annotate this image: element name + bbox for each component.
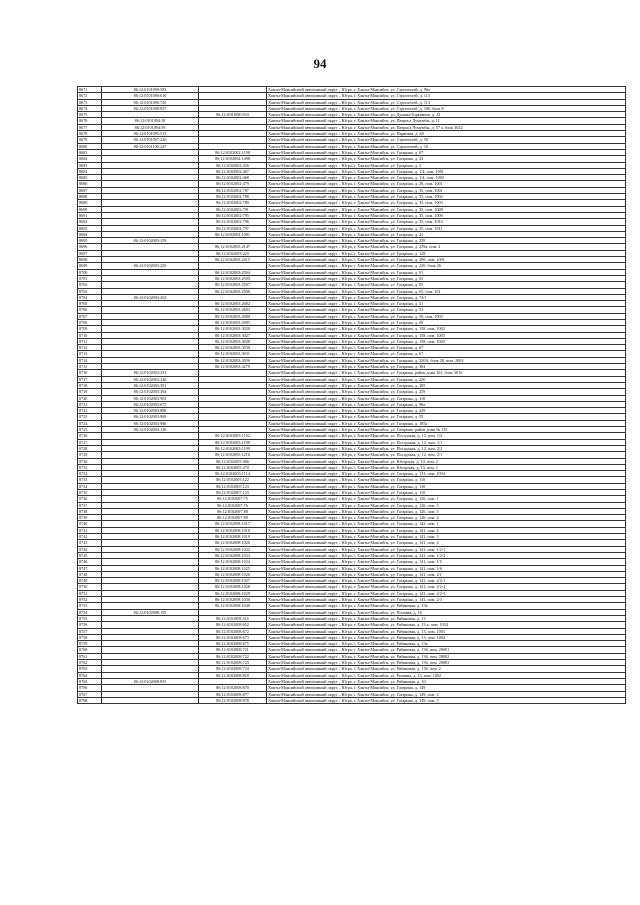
address-cell: Ханты-Мансийский автономный округ – Югра, г. Ханты-Мансийск, ул. Югорская, д. 13, пом. 1: [267, 464, 626, 470]
building-cadastral-number-cell: 86:12:0102008:818: [199, 672, 267, 678]
building-cadastral-number-cell: 86:12:0102007:76: [199, 502, 267, 508]
row-number-cell: 8736: [78, 496, 102, 502]
row-number-cell: 8715: [78, 364, 102, 370]
row-number-cell: 8697: [78, 250, 102, 256]
address-cell: Ханты-Мансийский автономный округ – Югра, г. Ханты-Мансийск, ул. Гагарина, д. 126, пом. 5: [267, 508, 626, 514]
address-cell: Ханты-Мансийский автономный округ – Югра, г. Ханты-Мансийск, ул. Посадская, д. 12, пом. 1/2: [267, 433, 626, 439]
building-cadastral-number-cell: 86:12:0102005:1216: [199, 452, 267, 458]
building-cadastral-number-cell: 86:12:0102003:2415: [199, 257, 267, 263]
address-cell: Ханты-Мансийский автономный округ – Югра, г. Ханты-Мансийск, ул. Гагарина, д. 259: [267, 389, 626, 395]
row-number-cell: 8710: [78, 332, 102, 338]
address-cell: Ханты-Мансийский автономный округ – Югра, г. Ханты-Мансийск, ул. Гагарина, д. 141, пом. 1/2-1: [267, 546, 626, 552]
building-cadastral-number-cell: 86:12:0102007:88: [199, 508, 267, 514]
row-number-cell: 8681: [78, 149, 102, 155]
address-cell: Ханты-Мансийский автономный округ – Югра, г. Ханты-Мансийск, ул. Гагарина, д. 290, пом. 1001: [267, 257, 626, 263]
row-number-cell: 8745: [78, 552, 102, 558]
row-number-cell: 8750: [78, 584, 102, 590]
row-number-cell: 8705: [78, 301, 102, 307]
address-cell: Ханты-Мансийский автономный округ – Югра, г. Ханты-Мансийск, ул. Гагарина, д. 35, пом. 1001: [267, 187, 626, 193]
row-number-cell: 8717: [78, 376, 102, 382]
address-cell: Ханты-Мансийский автономный округ – Югра, г. Ханты-Мансийск, ул. Гагарина, д. 110: [267, 483, 626, 489]
row-number-cell: 8685: [78, 175, 102, 181]
row-number-cell: 8673: [78, 99, 102, 105]
address-cell: Ханты-Мансийский автономный округ – Югра, г. Ханты-Мансийск, ул. Гагарина, д. 67: [267, 345, 626, 351]
row-number-cell: 8683: [78, 162, 102, 168]
address-cell: Ханты-Мансийский автономный округ – Югра, г. Ханты-Мансийск, ул. Гагарина, д. 149, пом. 2: [267, 691, 626, 697]
row-number-cell: 8727: [78, 439, 102, 445]
row-number-cell: 8749: [78, 578, 102, 584]
address-cell: Ханты-Мансийский автономный округ – Югра, г. Ханты-Мансийск, ул. Гагарина, д. 41: [267, 231, 626, 237]
address-cell: Ханты-Мансийский автономный округ – Югра, г. Ханты-Мансийск, ул. Гагарина, д. 220А, блок 28, пом. 2002: [267, 357, 626, 363]
address-cell: Ханты-Мансийский автономный округ – Югра, г. Ханты-Мансийск, ул. Гагарина, д. 29, пом. 1001: [267, 181, 626, 187]
row-number-cell: 8711: [78, 338, 102, 344]
building-cadastral-number-cell: 86:12:0102003:2980: [199, 313, 267, 319]
row-number-cell: 8759: [78, 641, 102, 647]
building-cadastral-number-cell: 86:12:0102008:1018: [199, 527, 267, 533]
building-cadastral-number-cell: 86:12:0102008:1017: [199, 521, 267, 527]
building-cadastral-number-cell: 86:12:0102002:787: [199, 187, 267, 193]
address-cell: Ханты-Мансийский автономный округ – Югра, г. Ханты-Мансийск, ул. Гагарина, д. 126, пом. 3: [267, 502, 626, 508]
row-number-cell: 8679: [78, 137, 102, 143]
address-cell: Ханты-Мансийский автономный округ – Югра, г. Ханты-Мансийск, ул. Гагарина, д. 59, пом. 1003: [267, 313, 626, 319]
address-cell: Ханты-Мансийский автономный округ – Югра, г. Ханты-Мансийск, ул. Гагарина, д. 220, блок 26: [267, 263, 626, 269]
row-number-cell: 8754: [78, 609, 102, 615]
address-cell: Ханты-Мансийский автономный округ – Югра, г. Ханты-Мансийск, ул. Гагарина, д. 141, пом. 1/2-2: [267, 552, 626, 558]
row-number-cell: 8709: [78, 326, 102, 332]
building-cadastral-number-cell: 86:12:0102008:1027: [199, 578, 267, 584]
address-cell: Ханты-Мансийский автономный округ – Югра, г. Ханты-Мансийск, ул. Гагарина, д. 285: [267, 382, 626, 388]
building-cadastral-number-cell: 86:12:0102008:672: [199, 628, 267, 634]
row-number-cell: 8762: [78, 660, 102, 666]
row-number-cell: 8714: [78, 357, 102, 363]
land-cadastral-number-cell: 86:12:0101097:220: [102, 137, 199, 143]
row-number-cell: 8741: [78, 527, 102, 533]
address-cell: Ханты-Мансийский автономный округ – Югра, г. Ханты-Мансийск, ул. Рябиновая, д. 13а: [267, 603, 626, 609]
row-number-cell: 8700: [78, 269, 102, 275]
row-number-cell: 8729: [78, 452, 102, 458]
address-cell: Ханты-Мансийский автономный округ – Югра, г. Ханты-Мансийск, ул. Гагарина, д. 1/4, пом. 1002: [267, 175, 626, 181]
row-number-cell: 8688: [78, 194, 102, 200]
land-cadastral-number-cell: 86:12:0101090:857: [102, 105, 199, 111]
land-cadastral-number-cell: 86:12:0101090:610: [102, 93, 199, 99]
land-cadastral-number-cell: 86:12:0101100:247: [102, 143, 199, 149]
row-number-cell: 8740: [78, 521, 102, 527]
row-number-cell: 8708: [78, 319, 102, 325]
row-number-cell: 8704: [78, 294, 102, 300]
address-cell: Ханты-Мансийский автономный округ – Югра, г. Ханты-Мансийск, ул. Гагарина, д. 110: [267, 490, 626, 496]
building-cadastral-number-cell: 86:12:0102008:1025: [199, 565, 267, 571]
row-number-cell: 8746: [78, 559, 102, 565]
row-number-cell: 8675: [78, 112, 102, 118]
address-cell: Ханты-Мансийский автономный округ – Югра, г. Ханты-Мансийск, ул. Гагарина, д. 259: [267, 238, 626, 244]
address-cell: Ханты-Мансийский автономный округ – Югра, г. Ханты-Мансийск, ул. Рябиновая, д. 13, пом. 1004: [267, 634, 626, 640]
address-cell: Ханты-Мансийский автономный округ – Югра, г. Ханты-Мансийск, ул. Гагарина, д. 35, пом. 1008: [267, 206, 626, 212]
row-number-cell: 8699: [78, 263, 102, 269]
building-cadastral-number-cell: 86:12:0102003:2682: [199, 301, 267, 307]
building-cadastral-number-cell: 86:12:0102003:2683: [199, 307, 267, 313]
building-cadastral-number-cell: 86:12:0102005:122: [199, 477, 267, 483]
row-number-cell: 8724: [78, 420, 102, 426]
address-cell: Ханты-Мансийский автономный округ – Югра, г. Ханты-Мансийск, ул. Рябиновая, д. 13а: [267, 641, 626, 647]
row-number-cell: 8751: [78, 590, 102, 596]
row-number-cell: 8768: [78, 697, 102, 703]
land-cadastral-number-cell: 86:12:0102003:331: [102, 370, 199, 376]
row-number-cell: 8694: [78, 231, 102, 237]
building-cadastral-number-cell: 86:12:0101090:933: [199, 112, 267, 118]
row-number-cell: 8692: [78, 219, 102, 225]
building-cadastral-number-cell: 86:12:0102002:797: [199, 225, 267, 231]
building-cadastral-number-cell: 86:12:0102008:1020: [199, 540, 267, 546]
land-cadastral-number-cell: 86:12:0101094:18: [102, 118, 199, 124]
address-cell: Ханты-Мансийский автономный округ – Югра, г. Ханты-Мансийск, ул. Гагарина, д. 149, пом. 5: [267, 697, 626, 703]
row-number-cell: 8719: [78, 389, 102, 395]
address-cell: Ханты-Мансийский автономный округ – Югра, г. Ханты-Мансийск, ул. Гагарина, д. 61: [267, 269, 626, 275]
row-number-cell: 8744: [78, 546, 102, 552]
building-cadastral-number-cell: 86:12:0102002:1198: [199, 149, 267, 155]
building-cadastral-number-cell: 86:12:0102008:1019: [199, 534, 267, 540]
address-cell: Ханты-Мансийский автономный округ – Югра, г. Ханты-Мансийск, ул. Гагарина, д. 141, пом. 2/2-1: [267, 578, 626, 584]
row-number-cell: 8753: [78, 603, 102, 609]
address-cell: Ханты-Мансийский автономный округ – Югра, г. Ханты-Мансийск, ул. Гагарина, д. 55: [267, 414, 626, 420]
row-number-cell: 8702: [78, 282, 102, 288]
row-number-cell: 8733: [78, 477, 102, 483]
address-cell: Ханты-Мансийский автономный округ – Югра, г. Ханты-Мансийск, ул. Гагарина, д. 141, пом. 1/5: [267, 559, 626, 565]
address-cell: Ханты-Мансийский автономный округ – Югра, г. Ханты-Мансийск, ул. Гагарина, д. 74/1: [267, 294, 626, 300]
land-cadastral-number-cell: 86:12:0102003:903: [102, 395, 199, 401]
building-cadastral-number-cell: 86:12:0102005:1198: [199, 439, 267, 445]
building-cadastral-number-cell: 86:12:0102003:3028: [199, 338, 267, 344]
row-number-cell: 8735: [78, 490, 102, 496]
row-number-cell: 8726: [78, 433, 102, 439]
address-cell: Ханты-Мансийский автономный округ – Югра, г. Ханты-Мансийск, ул. Гагарина, д. 65: [267, 282, 626, 288]
building-cadastral-number-cell: 86:12:0102008:652: [199, 622, 267, 628]
row-number-cell: 8718: [78, 382, 102, 388]
row-number-cell: 8698: [78, 257, 102, 263]
building-cadastral-number-cell: 86:12:0102008:724: [199, 666, 267, 672]
land-cadastral-number-cell: 86:12:0102003:250: [102, 263, 199, 269]
address-cell: Ханты-Мансийский автономный округ – Югра, г. Ханты-Мансийск, ул. Патриса Лумумбы, д. 57 а, блок 3622: [267, 124, 626, 130]
land-cadastral-number-cell: 86:12:0102003:986: [102, 420, 199, 426]
building-cadastral-number-cell: 86:12:0102002:789: [199, 200, 267, 206]
address-cell: Ханты-Мансийский автономный округ – Югра, г. Ханты-Мансийск, ул. Гагарина, д. 158, пом. 1003: [267, 338, 626, 344]
address-cell: Ханты-Мансийский автономный округ – Югра, г. Ханты-Мансийск, ул. Посадская, д. 12, пом. 2/2: [267, 445, 626, 451]
building-cadastral-number-cell: 86:12:0102003:3279: [199, 364, 267, 370]
row-number-cell: 8703: [78, 288, 102, 294]
land-cadastral-number-cell: 86:12:0101090:583: [102, 87, 199, 93]
address-cell: Ханты-Мансийский автономный округ – Югра, г. Ханты-Мансийск, ул. Строителей, д. 16: [267, 143, 626, 149]
row-number-cell: 8757: [78, 628, 102, 634]
row-number-cell: 8676: [78, 118, 102, 124]
building-cadastral-number-cell: 86:12:0102005:1192: [199, 433, 267, 439]
address-cell: Ханты-Мансийский автономный округ – Югра, г. Ханты-Мансийск, ул. Гагарина, д. 5: [267, 162, 626, 168]
building-cadastral-number-cell: 86:12:0102002:795: [199, 212, 267, 218]
row-number-cell: 8738: [78, 508, 102, 514]
row-number-cell: 8686: [78, 181, 102, 187]
address-cell: Ханты-Мансийский автономный округ – Югра, г. Ханты-Мансийск, ул. Строителей, д. 59: [267, 137, 626, 143]
land-cadastral-number-cell: 86:12:0102003:263: [102, 294, 199, 300]
building-cadastral-number-cell: 86:12:0102008:1029: [199, 590, 267, 596]
address-cell: Ханты-Мансийский автономный округ – Югра, г. Ханты-Мансийск, ул. Гагарина, д. 158, пом. 1002: [267, 326, 626, 332]
land-cadastral-number-cell: 86:12:0102003:391: [102, 382, 199, 388]
address-cell: Ханты-Мансийский автономный округ – Югра, г. Ханты-Мансийск, ул. Строителей, д. 113: [267, 93, 626, 99]
address-cell: Ханты-Мансийский автономный округ – Югра, г. Ханты-Мансийск, ул. Гагарина, д. 141, пом. 1/6: [267, 565, 626, 571]
building-cadastral-number-cell: 86:12:0102003:3031: [199, 351, 267, 357]
row-number-cell: 8728: [78, 445, 102, 451]
address-cell: Ханты-Мансийский автономный округ – Югра, г. Ханты-Мансийск, ул. Гагарина, район дома № 135: [267, 427, 626, 433]
row-number-cell: 8695: [78, 238, 102, 244]
row-number-cell: 8761: [78, 653, 102, 659]
address-cell: Ханты-Мансийский автономный округ – Югра, г. Ханты-Мансийск, ул. Рябиновая, д. 136, пом. 2: [267, 666, 626, 672]
building-cadastral-number-cell: 86:12:0102003:3030: [199, 345, 267, 351]
row-number-cell: 8756: [78, 622, 102, 628]
row-number-cell: 8716: [78, 370, 102, 376]
building-cadastral-number-cell: 86:12:0102008:1024: [199, 559, 267, 565]
land-cadastral-number-cell: 86:12:0102003:340: [102, 376, 199, 382]
row-number-cell: 8693: [78, 225, 102, 231]
land-cadastral-number-cell: 86:12:0102003:969: [102, 414, 199, 420]
row-number-cell: 8721: [78, 401, 102, 407]
address-cell: Ханты-Мансийский автономный округ – Югра, г. Ханты-Мансийск, ул. Гагарина, д. 35, пом. 1010: [267, 219, 626, 225]
building-cadastral-number-cell: 86:12:0102007:75: [199, 496, 267, 502]
address-cell: Ханты-Мансийский автономный округ – Югра, г. Ханты-Мансийск, ул. Гагарина, д. 158, пом. 1003: [267, 332, 626, 338]
row-number-cell: 8766: [78, 685, 102, 691]
address-cell: Ханты-Мансийский автономный округ – Югра, г. Ханты-Мансийск, ул. Рябиновая, д. 136, пом. 20002: [267, 653, 626, 659]
register-table: [77, 86, 626, 704]
table-row: [78, 697, 626, 703]
address-cell: Ханты-Мансийский автономный округ – Югра, г. Ханты-Мансийск, ул. Гагарина, д. 133, пом. 1004: [267, 471, 626, 477]
row-number-cell: 8725: [78, 427, 102, 433]
land-cadastral-number-cell: 86:12:0101095:515: [102, 131, 199, 137]
building-cadastral-number-cell: 86:12:0102008:673: [199, 634, 267, 640]
building-cadastral-number-cell: 86:12:0102008:722: [199, 653, 267, 659]
building-cadastral-number-cell: 86:12:0102005:1199: [199, 445, 267, 451]
row-number-cell: 8767: [78, 691, 102, 697]
building-cadastral-number-cell: 86:12:0102005:1114: [199, 471, 267, 477]
address-cell: Ханты-Мансийский автономный округ – Югра, г. Ханты-Мансийск, ул. Рябиновая, д. 10: [267, 678, 626, 684]
address-cell: Ханты-Мансийский автономный округ – Югра, г. Ханты-Мансийск, ул. Гагарина, д. 1/4, пом. 1001: [267, 168, 626, 174]
building-cadastral-number-cell: 86:12:0102003:3027: [199, 332, 267, 338]
address-cell: Ханты-Мансийский автономный округ – Югра, г. Ханты-Мансийск, ул. Югорская, д. 13, пом. 2: [267, 458, 626, 464]
address-cell: Ханты-Мансийский автономный округ – Югра, г. Ханты-Мансийск, ул. Гагарина, д. 304: [267, 364, 626, 370]
address-cell: Ханты-Мансийский автономный округ – Югра, г. Ханты-Мансийск, ул. Рознина, д. 13, пом. 1002: [267, 672, 626, 678]
address-cell: Ханты-Мансийский автономный округ – Югра, г. Ханты-Мансийск, ул. Гагарина, д. 96а: [267, 401, 626, 407]
address-cell: Ханты-Мансийский автономный округ – Югра, г. Ханты-Мансийск, ул. Гагарина, д. 229: [267, 408, 626, 414]
building-cadastral-number-cell: 86:12:0102003:2504: [199, 269, 267, 275]
address-cell: Ханты-Мансийский автономный округ – Югра, г. Ханты-Мансийск, ул. Гагарина, д. 65, пом. 101: [267, 288, 626, 294]
address-cell: Ханты-Мансийский автономный округ – Югра, г. Ханты-Мансийск, ул. Гагарина, д. 69: [267, 319, 626, 325]
row-number-cell: 8691: [78, 212, 102, 218]
address-cell: Ханты-Мансийский автономный округ – Югра, г. Ханты-Мансийск, ул. Патриса Лумумбы, д. 11: [267, 118, 626, 124]
address-cell: Ханты-Мансийский автономный округ – Югра, г. Ханты-Мансийск, ул. Рябиновая, д. 13 а, пом. 1034: [267, 622, 626, 628]
address-cell: Ханты-Мансийский автономный округ – Югра, г. Ханты-Мансийск, ул. Гагарина, д. 259а, пом. 2: [267, 244, 626, 250]
row-number-cell: 8755: [78, 615, 102, 621]
land-cadastral-number-cell: 86:12:0102003:675: [102, 401, 199, 407]
building-cadastral-number-cell: 86:12:0102003:2147: [199, 244, 267, 250]
address-cell: Ханты-Мансийский автономный округ – Югра, г. Ханты-Мансийск, ул. Дунина-Горкавича, д. 13: [267, 112, 626, 118]
row-number-cell: 8678: [78, 131, 102, 137]
row-number-cell: 8684: [78, 168, 102, 174]
building-cadastral-number-cell: 86:12:0102008:675: [199, 641, 267, 647]
address-cell: Ханты-Мансийский автономный округ – Югра, г. Ханты-Мансийск, ул. Гагарина, д. 35, пом. 1002: [267, 194, 626, 200]
address-cell: Ханты-Мансийский автономный округ – Югра, г. Ханты-Мансийск, ул. Гагарина, д. 35, пом. 1011: [267, 225, 626, 231]
building-cadastral-number-cell: 86:12:0102008:870: [199, 685, 267, 691]
building-cadastral-number-cell: 86:12:0102003:2508: [199, 288, 267, 294]
row-number-cell: 8739: [78, 515, 102, 521]
building-cadastral-number-cell: 86:12:0102008:1028: [199, 584, 267, 590]
address-cell: Ханты-Мансийский автономный округ – Югра, г. Ханты-Мансийск, ул. Гагарина, д. 126, пом. 1: [267, 496, 626, 502]
address-cell: Ханты-Мансийский автономный округ – Югра, г. Ханты-Мансийск, ул. Рябиновая, д. 13, пом. 1001: [267, 628, 626, 634]
building-cadastral-number-cell: 86:12:0102008:1023: [199, 552, 267, 558]
address-cell: Ханты-Мансийский автономный округ – Югра, г. Ханты-Мансийск, ул. Гагарина, район дома 101, блок 30 бс: [267, 370, 626, 376]
building-cadastral-number-cell: 86:12:0102003:2505: [199, 275, 267, 281]
row-number-cell: 8674: [78, 105, 102, 111]
building-cadastral-number-cell: 86:12:0102003:2507: [199, 282, 267, 288]
address-cell: Ханты-Мансийский автономный округ – Югра, г. Ханты-Мансийск, ул. Гагарина, д. 141, пом. 2/2-2: [267, 584, 626, 590]
row-number-cell: 8747: [78, 565, 102, 571]
building-cadastral-number-cell: 86:12:0102002:479: [199, 181, 267, 187]
address-cell: Ханты-Мансийский автономный округ – Югра, г. Ханты-Мансийск, ул. Посадская, д. 12, пом. 1/1: [267, 439, 626, 445]
building-cadastral-number-cell: 86:12:0102007:89: [199, 515, 267, 521]
row-number-cell: 8671: [78, 87, 102, 93]
address-cell: Ханты-Мансийский автономный округ – Югра, г. Ханты-Мансийск, ул. Гагарина, д. 35, пом. 1003: [267, 200, 626, 206]
address-cell: Ханты-Мансийский автономный округ – Югра, г. Ханты-Мансийск, ул. Гагарина, д. 141, пом. 4: [267, 540, 626, 546]
address-cell: Ханты-Мансийский автономный округ – Югра, г. Ханты-Мансийск, ул. Полевая, д. 16: [267, 609, 626, 615]
address-cell: Ханты-Мансийский автономный округ – Югра, г. Ханты-Мансийск, ул. Гагарина, д. 33: [267, 156, 626, 162]
row-number-cell: 8682: [78, 156, 102, 162]
address-cell: Ханты-Мансийский автономный округ – Югра, г. Ханты-Мансийск, ул. Гагарина, д. 185а: [267, 420, 626, 426]
row-number-cell: 8696: [78, 244, 102, 250]
row-number-cell: 8720: [78, 395, 102, 401]
row-number-cell: 8730: [78, 458, 102, 464]
row-number-cell: 8764: [78, 672, 102, 678]
building-cadastral-number-cell: 86:12:0102008:1026: [199, 571, 267, 577]
address-cell: Ханты-Мансийский автономный округ – Югра, г. Ханты-Мансийск, ул. Строителей, д. 113: [267, 99, 626, 105]
building-cadastral-number-cell: 86:12:0102002:467: [199, 168, 267, 174]
page-number: 94: [313, 56, 327, 71]
row-number-cell: 8742: [78, 534, 102, 540]
address-cell: Ханты-Мансийский автономный округ – Югра, г. Ханты-Мансийск, ул. Гагарина, д. 141, пом. 2: [267, 527, 626, 533]
address-cell: Ханты-Мансийский автономный округ – Югра, г. Ханты-Мансийск, ул. Гагарина, д. 141, пом. 3: [267, 534, 626, 540]
row-number-cell: 8743: [78, 540, 102, 546]
row-number-cell: 8707: [78, 313, 102, 319]
building-cadastral-number-cell: 86:12:0102002:1498: [199, 156, 267, 162]
land-cadastral-number-cell: 86:12:0102003:159: [102, 238, 199, 244]
address-cell: Ханты-Мансийский автономный округ – Югра, г. Ханты-Мансийск, ул. Гагарина, д. 141, пом. 1: [267, 521, 626, 527]
address-cell: Ханты-Мансийский автономный округ – Югра, г. Ханты-Мансийск, ул. Гагарина, д. 141, пом. 2/2-3: [267, 590, 626, 596]
building-cadastral-number-cell: 86:12:0102008:316: [199, 615, 267, 621]
building-cadastral-number-cell: 86:12:0102003:2985: [199, 319, 267, 325]
address-cell: Ханты-Мансийский автономный округ – Югра, г. Ханты-Мансийск, ул. Рябиновая, д. 136, пом. 20003: [267, 660, 626, 666]
row-number-cell: 8712: [78, 345, 102, 351]
building-cadastral-number-cell: 86:12:0102003:223: [199, 250, 267, 256]
register-body: [78, 87, 626, 704]
building-cadastral-number-cell: 86:12:0102008:1040: [199, 603, 267, 609]
address-cell: Ханты-Мансийский автономный округ – Югра, г. Ханты-Мансийск, ул. Гагарина, д. 67: [267, 351, 626, 357]
row-number-cell: 8737: [78, 502, 102, 508]
row-number-cell: 8713: [78, 351, 102, 357]
land-cadastral-number-cell: 86:12:0102004:130: [102, 427, 199, 433]
row-number-cell: 8723: [78, 414, 102, 420]
address-cell: Ханты-Мансийский автономный округ – Югра, г. Ханты-Мансийск, ул. Рябиновая, д. 136, пом. 20001: [267, 647, 626, 653]
row-number-cell: 8760: [78, 647, 102, 653]
row-number-cell: 8758: [78, 634, 102, 640]
building-cadastral-number-cell: 86:12:0102008:1022: [199, 546, 267, 552]
building-cadastral-number-cell: 86:12:0102008:721: [199, 647, 267, 653]
row-number-cell: 8765: [78, 678, 102, 684]
row-number-cell: 8689: [78, 200, 102, 206]
building-cadastral-number-cell: 86:12:0102002:468: [199, 175, 267, 181]
address-cell: Ханты-Мансийский автономный округ – Югра, г. Ханты-Мансийск, ул. Гагарина, д. 128: [267, 250, 626, 256]
building-cadastral-number-cell: 86:12:0102002:456: [199, 162, 267, 168]
address-cell: Ханты-Мансийский автономный округ – Югра, г. Ханты-Мансийск, ул. Гагарина, д. 67: [267, 149, 626, 155]
row-number-cell: 8734: [78, 483, 102, 489]
row-number-cell: 8672: [78, 93, 102, 99]
land-cadastral-number-cell: 86:12:0101094:59: [102, 124, 199, 130]
address-cell: Ханты-Мансийский автономный округ – Югра, г. Ханты-Мансийск, ул. Строителей, д. 106, блок 8: [267, 105, 626, 111]
row-number-cell: 8701: [78, 275, 102, 281]
building-cadastral-number-cell: 86:12:0102008:877: [199, 691, 267, 697]
land-cadastral-number-cell: 86:12:0101090:745: [102, 99, 199, 105]
address-cell: Ханты-Мансийский автономный округ – Югра, г. Ханты-Мансийск, ул. Строителей, д. 96а: [267, 87, 626, 93]
address-cell: Ханты-Мансийский автономный округ – Югра, г. Ханты-Мансийск, ул. Рябиновая, д. 13: [267, 615, 626, 621]
row-number-cell: 8763: [78, 666, 102, 672]
building-cadastral-number-cell: 86:12:0102003:3036: [199, 357, 267, 363]
land-cadastral-number-cell: 86:12:0102003:394: [102, 389, 199, 395]
building-cadastral-number-cell: 86:12:0102003:3020: [199, 326, 267, 332]
address-cell: Ханты-Мансийский автономный округ – Югра, г. Ханты-Мансийск, ул. Гагарина, д. 126, пом. 4: [267, 515, 626, 521]
address-cell: Ханты-Мансийский автономный округ – Югра, г. Ханты-Мансийск, ул. Гагарина, д. 141, пом. 2/3: [267, 597, 626, 603]
address-cell: Ханты-Мансийский автономный округ – Югра, г. Ханты-Мансийск, ул. Гагарина, д. 220: [267, 376, 626, 382]
building-cadastral-number-cell: 86:12:0102002:791: [199, 206, 267, 212]
building-cadastral-number-cell: 86:12:0102005:466: [199, 458, 267, 464]
address-cell: Ханты-Мансийский автономный округ – Югра, г. Ханты-Мансийск, ул. Гагарина, д. 141, пом. 2/1: [267, 571, 626, 577]
building-cadastral-number-cell: 86:12:0102008:1030: [199, 597, 267, 603]
land-cadastral-number-cell: 86:12:0102003:888: [102, 408, 199, 414]
land-cadastral-number-cell: 86:12:0102008:855: [102, 678, 199, 684]
row-number-cell: 8722: [78, 408, 102, 414]
address-cell: Ханты-Мансийский автономный округ – Югра, г. Ханты-Мансийск, ул. Гагарина, д. 110: [267, 395, 626, 401]
address-cell: Ханты-Мансийский автономный округ – Югра, г. Ханты-Мансийск, ул. Гагарина, д. 149: [267, 685, 626, 691]
building-cadastral-number-cell: 86:12:0102005:123: [199, 483, 267, 489]
building-cadastral-number-cell: 86:12:0102008:723: [199, 660, 267, 666]
row-number-cell: 8732: [78, 471, 102, 477]
address-cell: Ханты-Мансийский автономный округ – Югра, г. Ханты-Мансийск, ул. Гагарина, д. 63: [267, 275, 626, 281]
row-number-cell: 8677: [78, 124, 102, 130]
row-number-cell: 8687: [78, 187, 102, 193]
address-cell: Ханты-Мансийский автономный округ – Югра, г. Ханты-Мансийск, ул. Гагарина, д. 110: [267, 477, 626, 483]
building-cadastral-number-cell: 86:12:0102008:878: [199, 697, 267, 703]
address-cell: Ханты-Мансийский автономный округ – Югра, г. Ханты-Мансийск, ул. Гагарина, д. 35, пом. 1009: [267, 212, 626, 218]
address-cell: Ханты-Мансийский автономный округ – Югра, г. Ханты-Мансийск, ул. Гагарина, д. 51: [267, 301, 626, 307]
row-number-cell: 8752: [78, 597, 102, 603]
row-number-cell: 8690: [78, 206, 102, 212]
row-number-cell: 8706: [78, 307, 102, 313]
address-cell: Ханты-Мансийский автономный округ – Югра, г. Ханты-Мансийск, ул. Парковая, д. 68: [267, 131, 626, 137]
building-cadastral-number-cell: 86:12:0102002:796: [199, 219, 267, 225]
address-cell: Ханты-Мансийский автономный округ – Югра, г. Ханты-Мансийск, ул. Посадская, д. 12, пом. 2/1: [267, 452, 626, 458]
building-cadastral-number-cell: 86:12:0102007:123: [199, 490, 267, 496]
land-cadastral-number-cell: 86:12:0102008:155: [102, 609, 199, 615]
building-cadastral-number-cell: 86:12:0102002:788: [199, 194, 267, 200]
address-cell: Ханты-Мансийский автономный округ – Югра, г. Ханты-Мансийск, ул. Гагарина, д. 51: [267, 307, 626, 313]
row-number-cell: 8748: [78, 571, 102, 577]
row-number-cell: 8731: [78, 464, 102, 470]
building-cadastral-number-cell: 86:12:0102002:1081: [199, 231, 267, 237]
row-number-cell: 8680: [78, 143, 102, 149]
land-cadastral-number-cell: [102, 697, 199, 703]
building-cadastral-number-cell: 86:12:0102005:470: [199, 464, 267, 470]
